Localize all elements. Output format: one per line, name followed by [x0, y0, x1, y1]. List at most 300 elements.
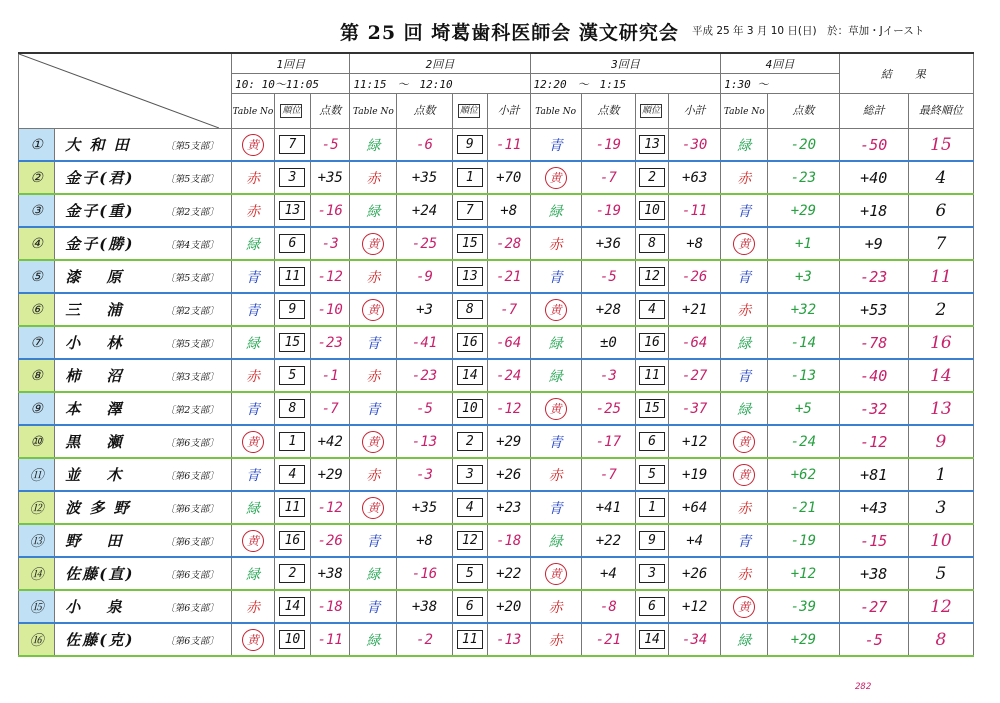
- score-value: +38: [317, 565, 343, 582]
- score-value: -21: [595, 631, 622, 648]
- table-color-mark: 青: [737, 368, 752, 385]
- rank-value: 2: [279, 564, 305, 583]
- r3-subtotal: [669, 392, 721, 425]
- rank-value: 1: [457, 168, 483, 187]
- r3-points: [581, 359, 635, 392]
- rank-value: 5: [639, 465, 665, 484]
- score-value: -23: [411, 367, 438, 384]
- r2-points: [397, 524, 452, 557]
- r1-points: [311, 458, 350, 491]
- player-name: 佐藤(克): [55, 623, 153, 656]
- score-value: +26: [682, 565, 708, 582]
- score-value: -21: [790, 499, 817, 516]
- round2-header: 2回目: [350, 53, 530, 74]
- score-value: +29: [317, 466, 343, 483]
- r3-rank: [636, 392, 669, 425]
- score-value: +8: [500, 202, 518, 219]
- player-number: ⑩: [19, 425, 55, 458]
- player-branch: 〔第5支部〕: [153, 260, 232, 293]
- r1-table-no: [232, 590, 275, 623]
- score-value: +26: [496, 466, 522, 483]
- r3-table-no-header: Table No: [530, 94, 581, 129]
- r3-table-no: [530, 392, 581, 425]
- table-color-mark: 緑: [737, 335, 752, 352]
- r2-points-header: 点数: [397, 94, 452, 129]
- score-value: -25: [411, 235, 438, 252]
- r4-points: [768, 293, 839, 326]
- total-score: +53: [839, 293, 908, 326]
- total-score: -5: [839, 623, 908, 656]
- table-color-mark: 緑: [245, 500, 260, 517]
- player-number: ③: [19, 194, 55, 227]
- r2-points: [397, 326, 452, 359]
- r4-points: [768, 491, 839, 524]
- table-color-mark: 青: [548, 500, 563, 517]
- rank-value: 16: [457, 333, 483, 352]
- total-score: +43: [839, 491, 908, 524]
- r3-table-no: [530, 491, 581, 524]
- r3-rank: [636, 359, 669, 392]
- player-name: 三 浦: [55, 293, 153, 326]
- r1-points: [311, 623, 350, 656]
- table-color-mark: 黄: [545, 167, 567, 189]
- player-row: [19, 623, 974, 656]
- table-color-mark: 緑: [548, 533, 563, 550]
- score-value: -13: [790, 367, 817, 384]
- r4-points: [768, 260, 839, 293]
- r1-table-no: [232, 129, 275, 162]
- table-color-mark: 黄: [545, 398, 567, 420]
- score-value: +22: [595, 532, 622, 549]
- score-value: -20: [790, 136, 817, 153]
- r2-points: [397, 590, 452, 623]
- score-value: -12: [317, 499, 343, 516]
- total-score: -15: [839, 524, 908, 557]
- r3-points: [581, 590, 635, 623]
- r3-points: [581, 161, 635, 194]
- rank-value: 11: [639, 366, 665, 385]
- final-rank: 9: [908, 425, 973, 458]
- r3-rank: [636, 227, 669, 260]
- r1-points: [311, 524, 350, 557]
- rank-value: 9: [457, 135, 483, 154]
- rank-value: 1: [639, 498, 665, 517]
- r3-subtotal: [669, 491, 721, 524]
- r2-rank: [452, 590, 487, 623]
- r2-rank: [452, 524, 487, 557]
- rank-value: 3: [279, 168, 305, 187]
- r2-table-no: [350, 392, 397, 425]
- r1-points: [311, 590, 350, 623]
- r3-table-no: [530, 129, 581, 162]
- round3-time: 12:20 〜 1:15: [530, 74, 721, 94]
- player-number: ②: [19, 161, 55, 194]
- r1-table-no: [232, 161, 275, 194]
- r4-table-no: [721, 458, 768, 491]
- score-value: -6: [416, 136, 433, 153]
- table-color-mark: 黄: [242, 530, 264, 552]
- r1-points: [311, 161, 350, 194]
- r3-subtotal: [669, 161, 721, 194]
- rank-value: 4: [639, 300, 665, 319]
- table-color-mark: 赤: [548, 599, 563, 616]
- r3-subtotal: [669, 557, 721, 590]
- table-color-mark: 赤: [548, 632, 563, 649]
- score-value: -27: [682, 367, 708, 384]
- table-color-mark: 黄: [545, 563, 567, 585]
- r2-table-no: [350, 359, 397, 392]
- score-value: -16: [317, 202, 343, 219]
- player-branch: 〔第5支部〕: [153, 326, 232, 359]
- score-value: +19: [682, 466, 708, 483]
- player-number: ⑥: [19, 293, 55, 326]
- score-value: -7: [500, 301, 518, 318]
- r4-points: [768, 425, 839, 458]
- rank-value: 4: [457, 498, 483, 517]
- player-row: [19, 524, 974, 557]
- r4-points-header: 点数: [768, 94, 839, 129]
- rank-value: 14: [279, 597, 305, 616]
- r3-subtotal: [669, 129, 721, 162]
- r1-points: [311, 260, 350, 293]
- final-rank: 15: [908, 129, 973, 162]
- r4-table-no-header: Table No: [721, 94, 768, 129]
- table-color-mark: 青: [548, 137, 563, 154]
- score-value: -14: [790, 334, 817, 351]
- player-name: 金子(君): [55, 161, 153, 194]
- player-row: [19, 425, 974, 458]
- rank-value: 2: [639, 168, 665, 187]
- r1-table-no: [232, 392, 275, 425]
- r1-rank: [274, 227, 310, 260]
- table-color-mark: 赤: [366, 368, 381, 385]
- r1-table-no: [232, 458, 275, 491]
- r1-points: [311, 129, 350, 162]
- table-color-mark: 青: [245, 401, 260, 418]
- score-value: -9: [416, 268, 433, 285]
- r1-table-no: [232, 359, 275, 392]
- rank-value: 11: [457, 630, 483, 649]
- table-color-mark: 青: [245, 467, 260, 484]
- table-color-mark: 赤: [245, 170, 260, 187]
- rank-value: 16: [279, 531, 305, 550]
- table-color-mark: 赤: [737, 302, 752, 319]
- score-value: -1: [321, 367, 339, 384]
- r1-table-no: [232, 326, 275, 359]
- score-value: -18: [496, 532, 522, 549]
- r2-table-no: [350, 491, 397, 524]
- score-value: -39: [790, 598, 817, 615]
- score-value: +36: [595, 235, 622, 252]
- r3-subtotal: [669, 623, 721, 656]
- table-color-mark: 緑: [366, 203, 381, 220]
- score-value: -41: [411, 334, 438, 351]
- player-branch: 〔第6支部〕: [153, 623, 232, 656]
- r2-subtotal: [487, 129, 530, 162]
- r2-table-no: [350, 129, 397, 162]
- final-rank-header: 最終順位: [908, 94, 973, 129]
- table-color-mark: 赤: [737, 566, 752, 583]
- r3-table-no: [530, 260, 581, 293]
- final-rank: 8: [908, 623, 973, 656]
- r4-table-no: [721, 359, 768, 392]
- rank-value: 13: [457, 267, 483, 286]
- r4-table-no: [721, 425, 768, 458]
- r1-rank: [274, 425, 310, 458]
- player-name: 黒 瀬: [55, 425, 153, 458]
- score-value: -11: [496, 136, 522, 153]
- r2-points: [397, 227, 452, 260]
- total-score: -40: [839, 359, 908, 392]
- r3-points: [581, 491, 635, 524]
- round2-time: 11:15 〜 12:10: [350, 74, 530, 94]
- r1-rank: [274, 392, 310, 425]
- rank-value: 12: [457, 531, 483, 550]
- r2-subtotal: [487, 392, 530, 425]
- r1-points: [311, 425, 350, 458]
- player-name: 野 田: [55, 524, 153, 557]
- event-date-venue: 平成 25 年 3 月 10 日(日) 於：草加・Jイースト: [692, 25, 925, 37]
- r2-subtotal: [487, 161, 530, 194]
- r3-subtotal: [669, 359, 721, 392]
- score-value: +41: [595, 499, 622, 516]
- r2-table-no: [350, 623, 397, 656]
- player-branch: 〔第2支部〕: [153, 194, 232, 227]
- rank-value: 10: [279, 630, 305, 649]
- r4-points: [768, 326, 839, 359]
- r1-points-header: 点数: [311, 94, 350, 129]
- final-rank: 13: [908, 392, 973, 425]
- player-number: ⑨: [19, 392, 55, 425]
- score-value: +29: [790, 631, 817, 648]
- table-color-mark: 緑: [548, 335, 563, 352]
- table-color-mark: 青: [737, 269, 752, 286]
- score-value: -30: [682, 136, 708, 153]
- player-number: ①: [19, 129, 55, 162]
- r2-subtotal: [487, 458, 530, 491]
- player-branch: 〔第6支部〕: [153, 458, 232, 491]
- table-color-mark: 緑: [548, 203, 563, 220]
- player-branch: 〔第6支部〕: [153, 491, 232, 524]
- score-value: +20: [496, 598, 522, 615]
- r4-points: [768, 129, 839, 162]
- r3-rank: [636, 557, 669, 590]
- player-branch: 〔第6支部〕: [153, 425, 232, 458]
- r3-points: [581, 293, 635, 326]
- r4-points: [768, 194, 839, 227]
- r2-rank: [452, 194, 487, 227]
- r1-rank: [274, 623, 310, 656]
- player-row: [19, 557, 974, 590]
- rank-value: 14: [639, 630, 665, 649]
- r2-rank: [452, 557, 487, 590]
- player-number: ⑪: [19, 458, 55, 491]
- total-score: -23: [839, 260, 908, 293]
- r3-points: [581, 194, 635, 227]
- total-score: +40: [839, 161, 908, 194]
- result-header: 結 果: [839, 53, 973, 94]
- r4-points: [768, 359, 839, 392]
- r1-rank: [274, 293, 310, 326]
- player-row: [19, 227, 974, 260]
- footer-note: 282: [855, 682, 872, 692]
- r1-table-no: [232, 227, 275, 260]
- r2-points: [397, 623, 452, 656]
- rank-value: 7: [457, 201, 483, 220]
- total-score: +9: [839, 227, 908, 260]
- table-color-mark: 青: [548, 269, 563, 286]
- score-value: -24: [496, 367, 522, 384]
- r4-points: [768, 161, 839, 194]
- score-value: -26: [317, 532, 343, 549]
- r2-table-no: [350, 458, 397, 491]
- table-color-mark: 緑: [366, 566, 381, 583]
- player-name: 佐藤(直): [55, 557, 153, 590]
- r1-rank: [274, 524, 310, 557]
- player-number: ⑭: [19, 557, 55, 590]
- r3-points: [581, 392, 635, 425]
- rank-value: 16: [639, 333, 665, 352]
- score-value: +3: [794, 268, 812, 285]
- score-value: -5: [416, 400, 433, 417]
- r3-rank-header: 順位: [636, 94, 669, 129]
- r3-rank: [636, 524, 669, 557]
- rank-value: 15: [457, 234, 483, 253]
- total-score: -78: [839, 326, 908, 359]
- table-color-mark: 緑: [245, 335, 260, 352]
- r4-points: [768, 227, 839, 260]
- player-row: [19, 194, 974, 227]
- final-rank: 10: [908, 524, 973, 557]
- total-score: -50: [839, 129, 908, 162]
- r1-points: [311, 326, 350, 359]
- score-value: -19: [595, 136, 622, 153]
- round3-header: 3回目: [530, 53, 721, 74]
- table-color-mark: 黄: [362, 233, 384, 255]
- score-value: -10: [317, 301, 343, 318]
- r4-table-no: [721, 260, 768, 293]
- r4-points: [768, 392, 839, 425]
- r4-table-no: [721, 161, 768, 194]
- r3-table-no: [530, 293, 581, 326]
- r2-subtotal-header: 小計: [487, 94, 530, 129]
- table-color-mark: 黄: [733, 431, 755, 453]
- table-color-mark: 黄: [242, 629, 264, 651]
- r2-table-no: [350, 194, 397, 227]
- r2-points: [397, 425, 452, 458]
- rank-value: 1: [279, 432, 305, 451]
- r1-table-no: [232, 524, 275, 557]
- player-row: [19, 260, 974, 293]
- r4-points: [768, 524, 839, 557]
- rank-value: 6: [457, 597, 483, 616]
- r1-table-no: [232, 293, 275, 326]
- r1-table-no: [232, 425, 275, 458]
- table-color-mark: 赤: [737, 500, 752, 517]
- r2-rank: [452, 260, 487, 293]
- score-value: +35: [411, 499, 438, 516]
- table-color-mark: 青: [548, 434, 563, 451]
- r4-points: [768, 458, 839, 491]
- r3-rank: [636, 260, 669, 293]
- score-value: -5: [321, 136, 339, 153]
- score-value: +35: [411, 169, 438, 186]
- score-value: +12: [682, 598, 708, 615]
- total-score: -12: [839, 425, 908, 458]
- score-value: -18: [317, 598, 343, 615]
- table-color-mark: 緑: [366, 632, 381, 649]
- corner-cell: [19, 53, 232, 129]
- r1-rank: [274, 194, 310, 227]
- score-value: +62: [790, 466, 817, 483]
- score-value: -13: [496, 631, 522, 648]
- player-branch: 〔第2支部〕: [153, 293, 232, 326]
- score-value: ±0: [599, 334, 617, 351]
- r2-points: [397, 491, 452, 524]
- score-value: -64: [682, 334, 708, 351]
- score-value: -2: [416, 631, 433, 648]
- score-value: +38: [411, 598, 438, 615]
- table-color-mark: 青: [245, 302, 260, 319]
- r2-table-no: [350, 557, 397, 590]
- r2-subtotal: [487, 524, 530, 557]
- r1-rank-header: 順位: [274, 94, 310, 129]
- r4-table-no: [721, 557, 768, 590]
- player-branch: 〔第2支部〕: [153, 392, 232, 425]
- r2-points: [397, 557, 452, 590]
- r3-rank: [636, 161, 669, 194]
- table-color-mark: 青: [737, 533, 752, 550]
- score-value: -17: [595, 433, 622, 450]
- total-score: +38: [839, 557, 908, 590]
- player-row: [19, 161, 974, 194]
- r2-table-no: [350, 326, 397, 359]
- player-name: 並 木: [55, 458, 153, 491]
- rank-value: 8: [457, 300, 483, 319]
- r3-rank: [636, 491, 669, 524]
- score-value: +5: [794, 400, 812, 417]
- rank-value: 6: [639, 597, 665, 616]
- score-value: +12: [682, 433, 708, 450]
- r2-subtotal: [487, 491, 530, 524]
- r3-subtotal: [669, 227, 721, 260]
- rank-value: 5: [279, 366, 305, 385]
- r1-table-no: [232, 557, 275, 590]
- r1-points: [311, 557, 350, 590]
- r1-rank: [274, 129, 310, 162]
- final-rank: 2: [908, 293, 973, 326]
- r2-table-no: [350, 590, 397, 623]
- r1-rank: [274, 260, 310, 293]
- rank-value: 8: [639, 234, 665, 253]
- r3-rank: [636, 326, 669, 359]
- r2-table-no: [350, 227, 397, 260]
- player-branch: 〔第5支部〕: [153, 161, 232, 194]
- round4-time: 1:30 〜: [721, 74, 839, 94]
- r3-rank: [636, 458, 669, 491]
- score-value: +21: [682, 301, 708, 318]
- score-value: -11: [317, 631, 343, 648]
- player-number: ④: [19, 227, 55, 260]
- player-number: ⑫: [19, 491, 55, 524]
- final-rank: 6: [908, 194, 973, 227]
- player-row: [19, 293, 974, 326]
- score-value: -3: [416, 466, 433, 483]
- r1-table-no-header: Table No: [232, 94, 275, 129]
- player-row: [19, 458, 974, 491]
- r1-rank: [274, 458, 310, 491]
- table-color-mark: 赤: [548, 467, 563, 484]
